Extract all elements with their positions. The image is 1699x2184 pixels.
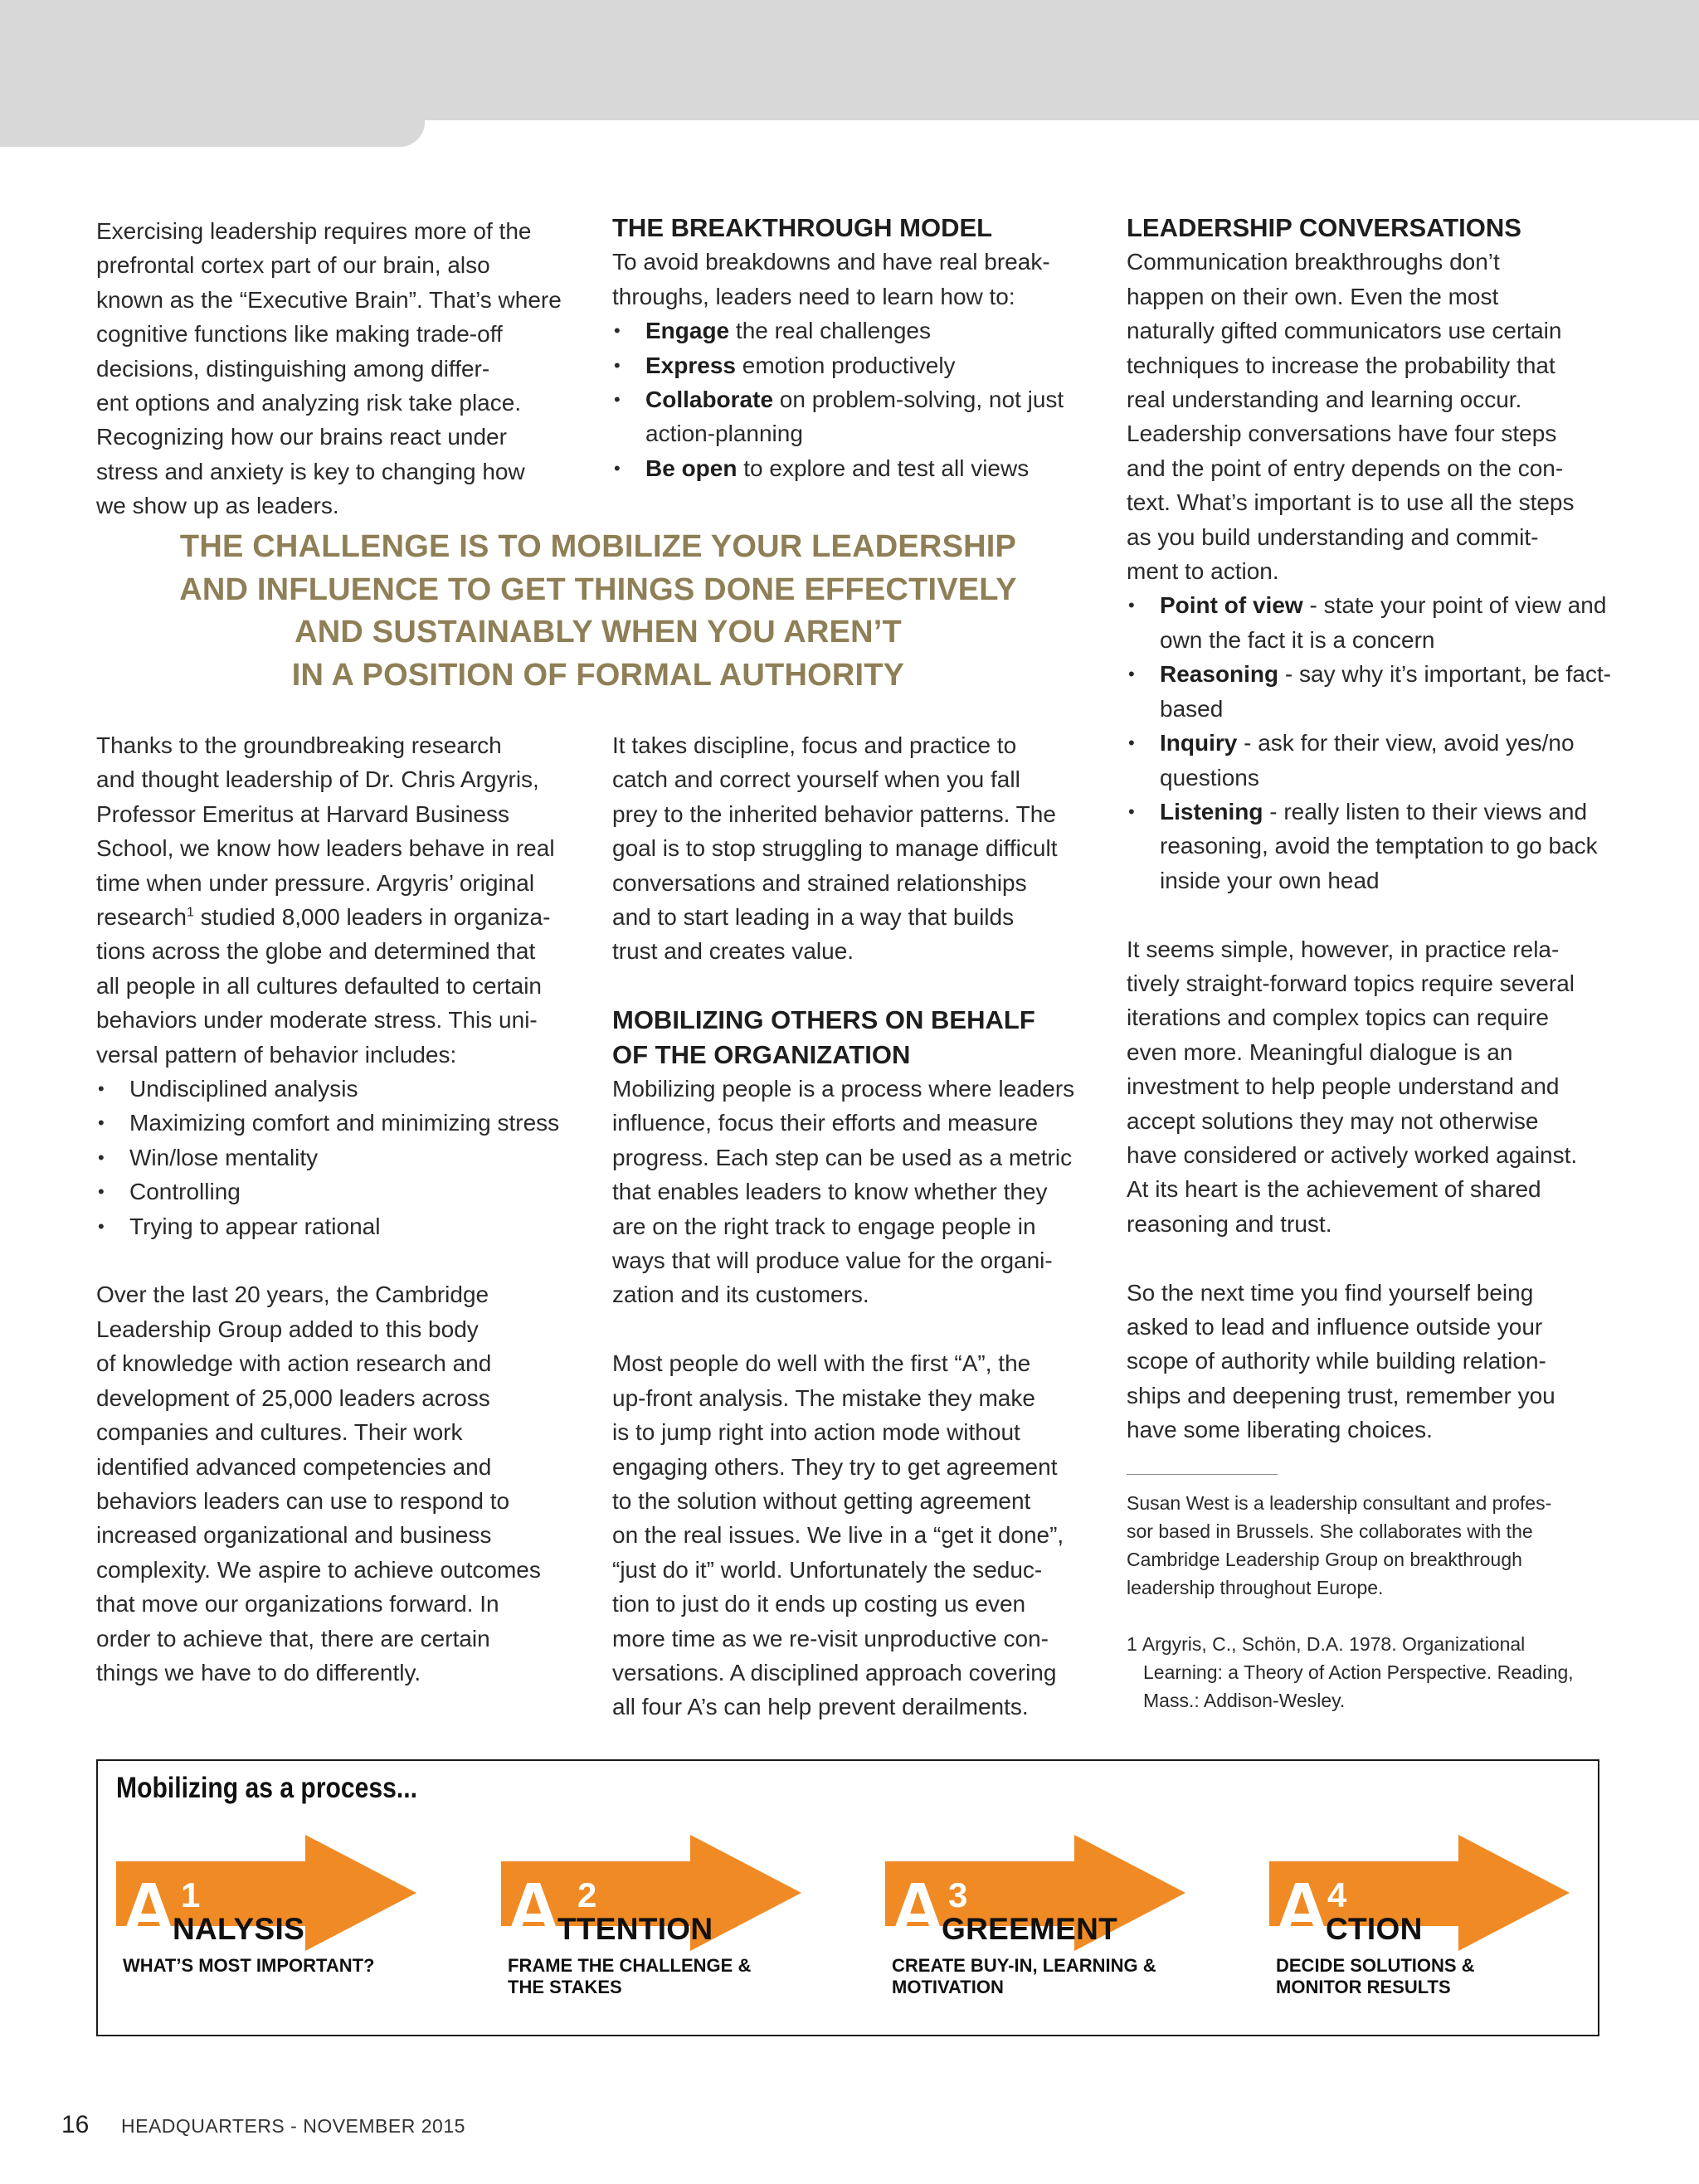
text-line: Communication breakthroughs don’t	[1127, 249, 1500, 275]
process-step	[501, 1835, 803, 2001]
footnote-text: Argyris, C., Schön, D.A. 1978. Organizational Learning: a Theory of Action Perspective. Reading, Mass.: Addison-Wesley.	[1142, 1633, 1574, 1711]
text-line: more time as we re-visit unproductive con-	[612, 1625, 1049, 1651]
bullet-item: • Inquiry - ask for their view, avoid yes/no questions	[1127, 726, 1624, 795]
bullet-item: • Collaborate on problem-solving, not just action-planning	[612, 382, 1110, 451]
text-line: have some liberating choices.	[1127, 1417, 1433, 1443]
pull-quote	[96, 526, 1100, 697]
text-line: sor based in Brussels. She collaborates with the	[1127, 1520, 1533, 1542]
text-line: as you build understanding and commit-	[1127, 523, 1539, 550]
text-line: progress. Each step can be used as a metric	[612, 1144, 1073, 1170]
author-bio	[1127, 1489, 1591, 1602]
bullet-item: • Trying to appear rational	[96, 1209, 594, 1243]
text-line: have considered or actively worked against.	[1127, 1141, 1578, 1168]
text-line: asked to lead and influence outside your	[1127, 1313, 1543, 1340]
text-line: accept solutions they may not otherwise	[1127, 1107, 1539, 1134]
text-line: happen on their own. Even the most	[1127, 283, 1499, 309]
pull-quote-line: THE CHALLENGE IS TO MOBILIZE YOUR LEADERSHIP	[179, 529, 1017, 564]
behavior-bullet-list	[96, 1072, 594, 1243]
text-line: are on the right track to engage people in	[612, 1213, 1036, 1239]
text-line: throughs, leaders need to learn how to:	[612, 283, 1015, 309]
text-line: increased organizational and business	[96, 1522, 492, 1549]
text-line: Recognizing how our brains react under	[96, 424, 507, 450]
text-line: Thanks to the groundbreaking research	[96, 732, 502, 758]
text-line: to the solution without getting agreement	[612, 1487, 1031, 1514]
text-line: conversations and strained relationships	[612, 869, 1027, 896]
bullet-item: • Engage the real challenges	[612, 314, 1110, 348]
text-line: order to achieve that, there are certain	[96, 1625, 490, 1651]
step-word: NALYSIS	[173, 1912, 305, 1946]
text-line: time when under pressure. Argyris’ original	[96, 869, 535, 896]
breakthrough-heading: THE BREAKTHROUGH MODEL	[612, 213, 993, 242]
text-line: text. What’s important is to use all the steps	[1127, 489, 1575, 516]
mobilizing-heading-line: MOBILIZING OTHERS ON BEHALF	[612, 1005, 1035, 1035]
text-line: To avoid breakdowns and have real break-	[612, 249, 1050, 275]
header-band	[0, 0, 1699, 120]
text-line: ment to action.	[1127, 558, 1279, 585]
step-number: 4	[1327, 1875, 1347, 1914]
text-line: even more. Meaningful dialogue is an	[1127, 1038, 1513, 1065]
page-number: 16	[61, 2111, 90, 2138]
text-line: Leadership conversations have four steps	[1127, 421, 1557, 447]
text-line: on the real issues. We live in a “get it done”,	[612, 1522, 1064, 1549]
text-line: naturally gifted communicators use certain	[1127, 318, 1562, 344]
text-line: and the point of entry depends on the con-	[1127, 455, 1564, 481]
text-line: things we have to do differently.	[96, 1659, 421, 1685]
step-number: 1	[181, 1875, 201, 1914]
breakthrough-bullet-list	[612, 314, 1110, 485]
text-line: reasoning and trust.	[1127, 1210, 1332, 1237]
step-description: CREATE BUY-IN, LEARNING & MOTIVATION	[892, 1955, 1156, 1997]
text-line: scope of authority while building relation-	[1127, 1348, 1546, 1374]
text-line: complexity. We aspire to achieve outcomes	[96, 1556, 541, 1583]
text-line: tions across the globe and determined that	[96, 938, 536, 965]
text-line: It seems simple, however, in practice rela-	[1127, 936, 1560, 962]
conversations-section	[1127, 211, 1624, 1447]
footnote-number: 1	[1127, 1633, 1137, 1655]
publication-footer: HEADQUARTERS - NOVEMBER 2015	[121, 2115, 465, 2137]
text-line: prey to the inherited behavior patterns. The	[612, 800, 1056, 827]
bullet-item: • Reasoning - say why it’s important, be fact-based	[1127, 657, 1624, 726]
footnote	[1127, 1630, 1596, 1715]
text-line: investment to help people understand and	[1127, 1073, 1560, 1100]
process-step	[1269, 1835, 1571, 2001]
text-line: goal is to stop struggling to manage difficult	[612, 835, 1058, 862]
footnote-reference: 1	[186, 905, 194, 920]
step-word: TTENTION	[557, 1912, 713, 1946]
text-line: behaviors leaders can use to respond to	[96, 1487, 510, 1514]
bullet-item: • Express emotion productively	[612, 348, 1110, 382]
text-line: engaging others. They try to get agreement	[612, 1453, 1058, 1480]
breakthrough-section	[612, 211, 1110, 485]
process-step	[116, 1835, 418, 2001]
step-description: WHAT’S MOST IMPORTANT?	[123, 1955, 375, 1976]
text-line: we show up as leaders.	[96, 493, 339, 519]
divider	[1127, 1474, 1278, 1475]
text-line: Leadership Group added to this body	[96, 1316, 479, 1342]
header-tab	[0, 120, 425, 147]
text-line: companies and cultures. Their work	[96, 1419, 463, 1446]
text-line: Exercising leadership requires more of the	[96, 218, 532, 244]
text-line: ent options and analyzing risk take place.	[96, 390, 522, 416]
text-line: and to start leading in a way that builds	[612, 904, 1015, 931]
text-line: behaviors under moderate stress. This uni-	[96, 1007, 538, 1034]
text-line: and thought leadership of Dr. Chris Argyris,	[96, 766, 539, 793]
step-description: DECIDE SOLUTIONS & MONITOR RESULTS	[1276, 1955, 1475, 1997]
text-line: that move our organizations forward. In	[96, 1591, 499, 1617]
step-letter: A	[890, 1867, 946, 1952]
step-letter: A	[121, 1867, 177, 1952]
text-line: up-front analysis. The mistake they make	[612, 1384, 1035, 1411]
text-line: all four A’s can help prevent derailments.	[612, 1694, 1029, 1720]
step-number: 2	[577, 1875, 597, 1914]
bullet-item: • Point of view - state your point of view and own the fact it is a concern	[1127, 588, 1624, 657]
pull-quote-line: IN A POSITION OF FORMAL AUTHORITY	[291, 657, 905, 693]
conversations-heading: LEADERSHIP CONVERSATIONS	[1127, 213, 1521, 242]
text-line: techniques to increase the probability that	[1127, 352, 1555, 378]
text-line: ships and deepening trust, remember you	[1127, 1382, 1555, 1408]
intro-paragraph	[96, 214, 594, 523]
text-line: known as the “Executive Brain”. That’s where	[96, 286, 562, 313]
text-line: real understanding and learning occur.	[1127, 387, 1522, 413]
text-line: iterations and complex topics can require	[1127, 1004, 1549, 1031]
text-line: “just do it” world. Unfortunately the seduc-	[612, 1556, 1043, 1583]
text-line: At its heart is the achievement of shared	[1127, 1176, 1541, 1203]
process-title: Mobilizing as a process...	[116, 1772, 417, 1804]
argyris-section	[96, 728, 594, 1690]
text-line: leadership throughout Europe.	[1127, 1577, 1384, 1598]
text-line: tively straight-forward topics require several	[1127, 970, 1575, 996]
step-description: FRAME THE CHALLENGE & THE STAKES	[508, 1955, 752, 1997]
bullet-item: • Undisciplined analysis	[96, 1072, 594, 1106]
text-line: that enables leaders to know whether they	[612, 1179, 1048, 1205]
text-line: Professor Emeritus at Harvard Business	[96, 800, 509, 827]
text-line: Susan West is a leadership consultant and profes-	[1127, 1492, 1552, 1514]
pull-quote-line: AND INFLUENCE TO GET THINGS DONE EFFECTIVELY	[179, 572, 1017, 607]
step-word: GREEMENT	[942, 1912, 1118, 1946]
step-word: CTION	[1326, 1912, 1423, 1946]
text-line: Cambridge Leadership Group on breakthrough	[1127, 1549, 1522, 1570]
text-line: versations. A disciplined approach covering	[612, 1659, 1057, 1685]
text-line: of knowledge with action research and	[96, 1350, 492, 1377]
text-line: decisions, distinguishing among differ-	[96, 355, 490, 382]
conversation-bullet-list	[1127, 588, 1624, 897]
bullet-item: • Be open to explore and test all views	[612, 451, 1110, 485]
text-line: development of 25,000 leaders across	[96, 1384, 490, 1411]
text-line: identified advanced competencies and	[96, 1453, 492, 1480]
text-line: It takes discipline, focus and practice to	[612, 732, 1017, 758]
text-line: Mobilizing people is a process where leaders	[612, 1076, 1075, 1102]
text-line: cognitive functions like making trade-off	[96, 321, 503, 348]
bullet-item: • Win/lose mentality	[96, 1141, 594, 1175]
bullet-item: • Controlling	[96, 1175, 594, 1209]
text-line: Over the last 20 years, the Cambridge	[96, 1282, 489, 1308]
text-line: influence, focus their efforts and measure	[612, 1110, 1039, 1136]
text-line: versal pattern of behavior includes:	[96, 1041, 457, 1068]
text-line: ways that will produce value for the organi-	[612, 1248, 1053, 1274]
text-line: So the next time you find yourself being	[1127, 1279, 1534, 1306]
text-line: zation and its customers.	[612, 1282, 869, 1308]
text-line: tion to just do it ends up costing us even	[612, 1591, 1026, 1617]
pull-quote-line: AND SUSTAINABLY WHEN YOU AREN’T	[295, 615, 902, 649]
step-number: 3	[948, 1875, 968, 1914]
text-line: catch and correct yourself when you fall	[612, 766, 1020, 793]
step-letter: A	[506, 1867, 562, 1952]
text-line: stress and anxiety is key to changing how	[96, 458, 525, 484]
process-step	[885, 1835, 1187, 2001]
text-line: Most people do well with the first “A”, the	[612, 1350, 1031, 1377]
text-line: research$^1$ studied 8,000 leaders in organiza-	[96, 904, 551, 931]
text-line: all people in all cultures defaulted to certain	[96, 972, 543, 999]
bullet-item: • Maximizing comfort and minimizing stress	[96, 1106, 594, 1140]
bullet-item: • Listening - really listen to their views and reasoning, avoid the temptation to go back inside your own head	[1127, 795, 1624, 897]
mobilizing-heading-line: OF THE ORGANIZATION	[612, 1039, 911, 1069]
text-line: School, we know how leaders behave in real	[96, 835, 555, 862]
text-line: is to jump right into action mode without	[612, 1419, 1020, 1446]
text-line: trust and creates value.	[612, 938, 854, 965]
mobilizing-section	[612, 728, 1110, 1724]
text-line: prefrontal cortex part of our brain, also	[96, 252, 490, 279]
step-letter: A	[1274, 1867, 1330, 1952]
